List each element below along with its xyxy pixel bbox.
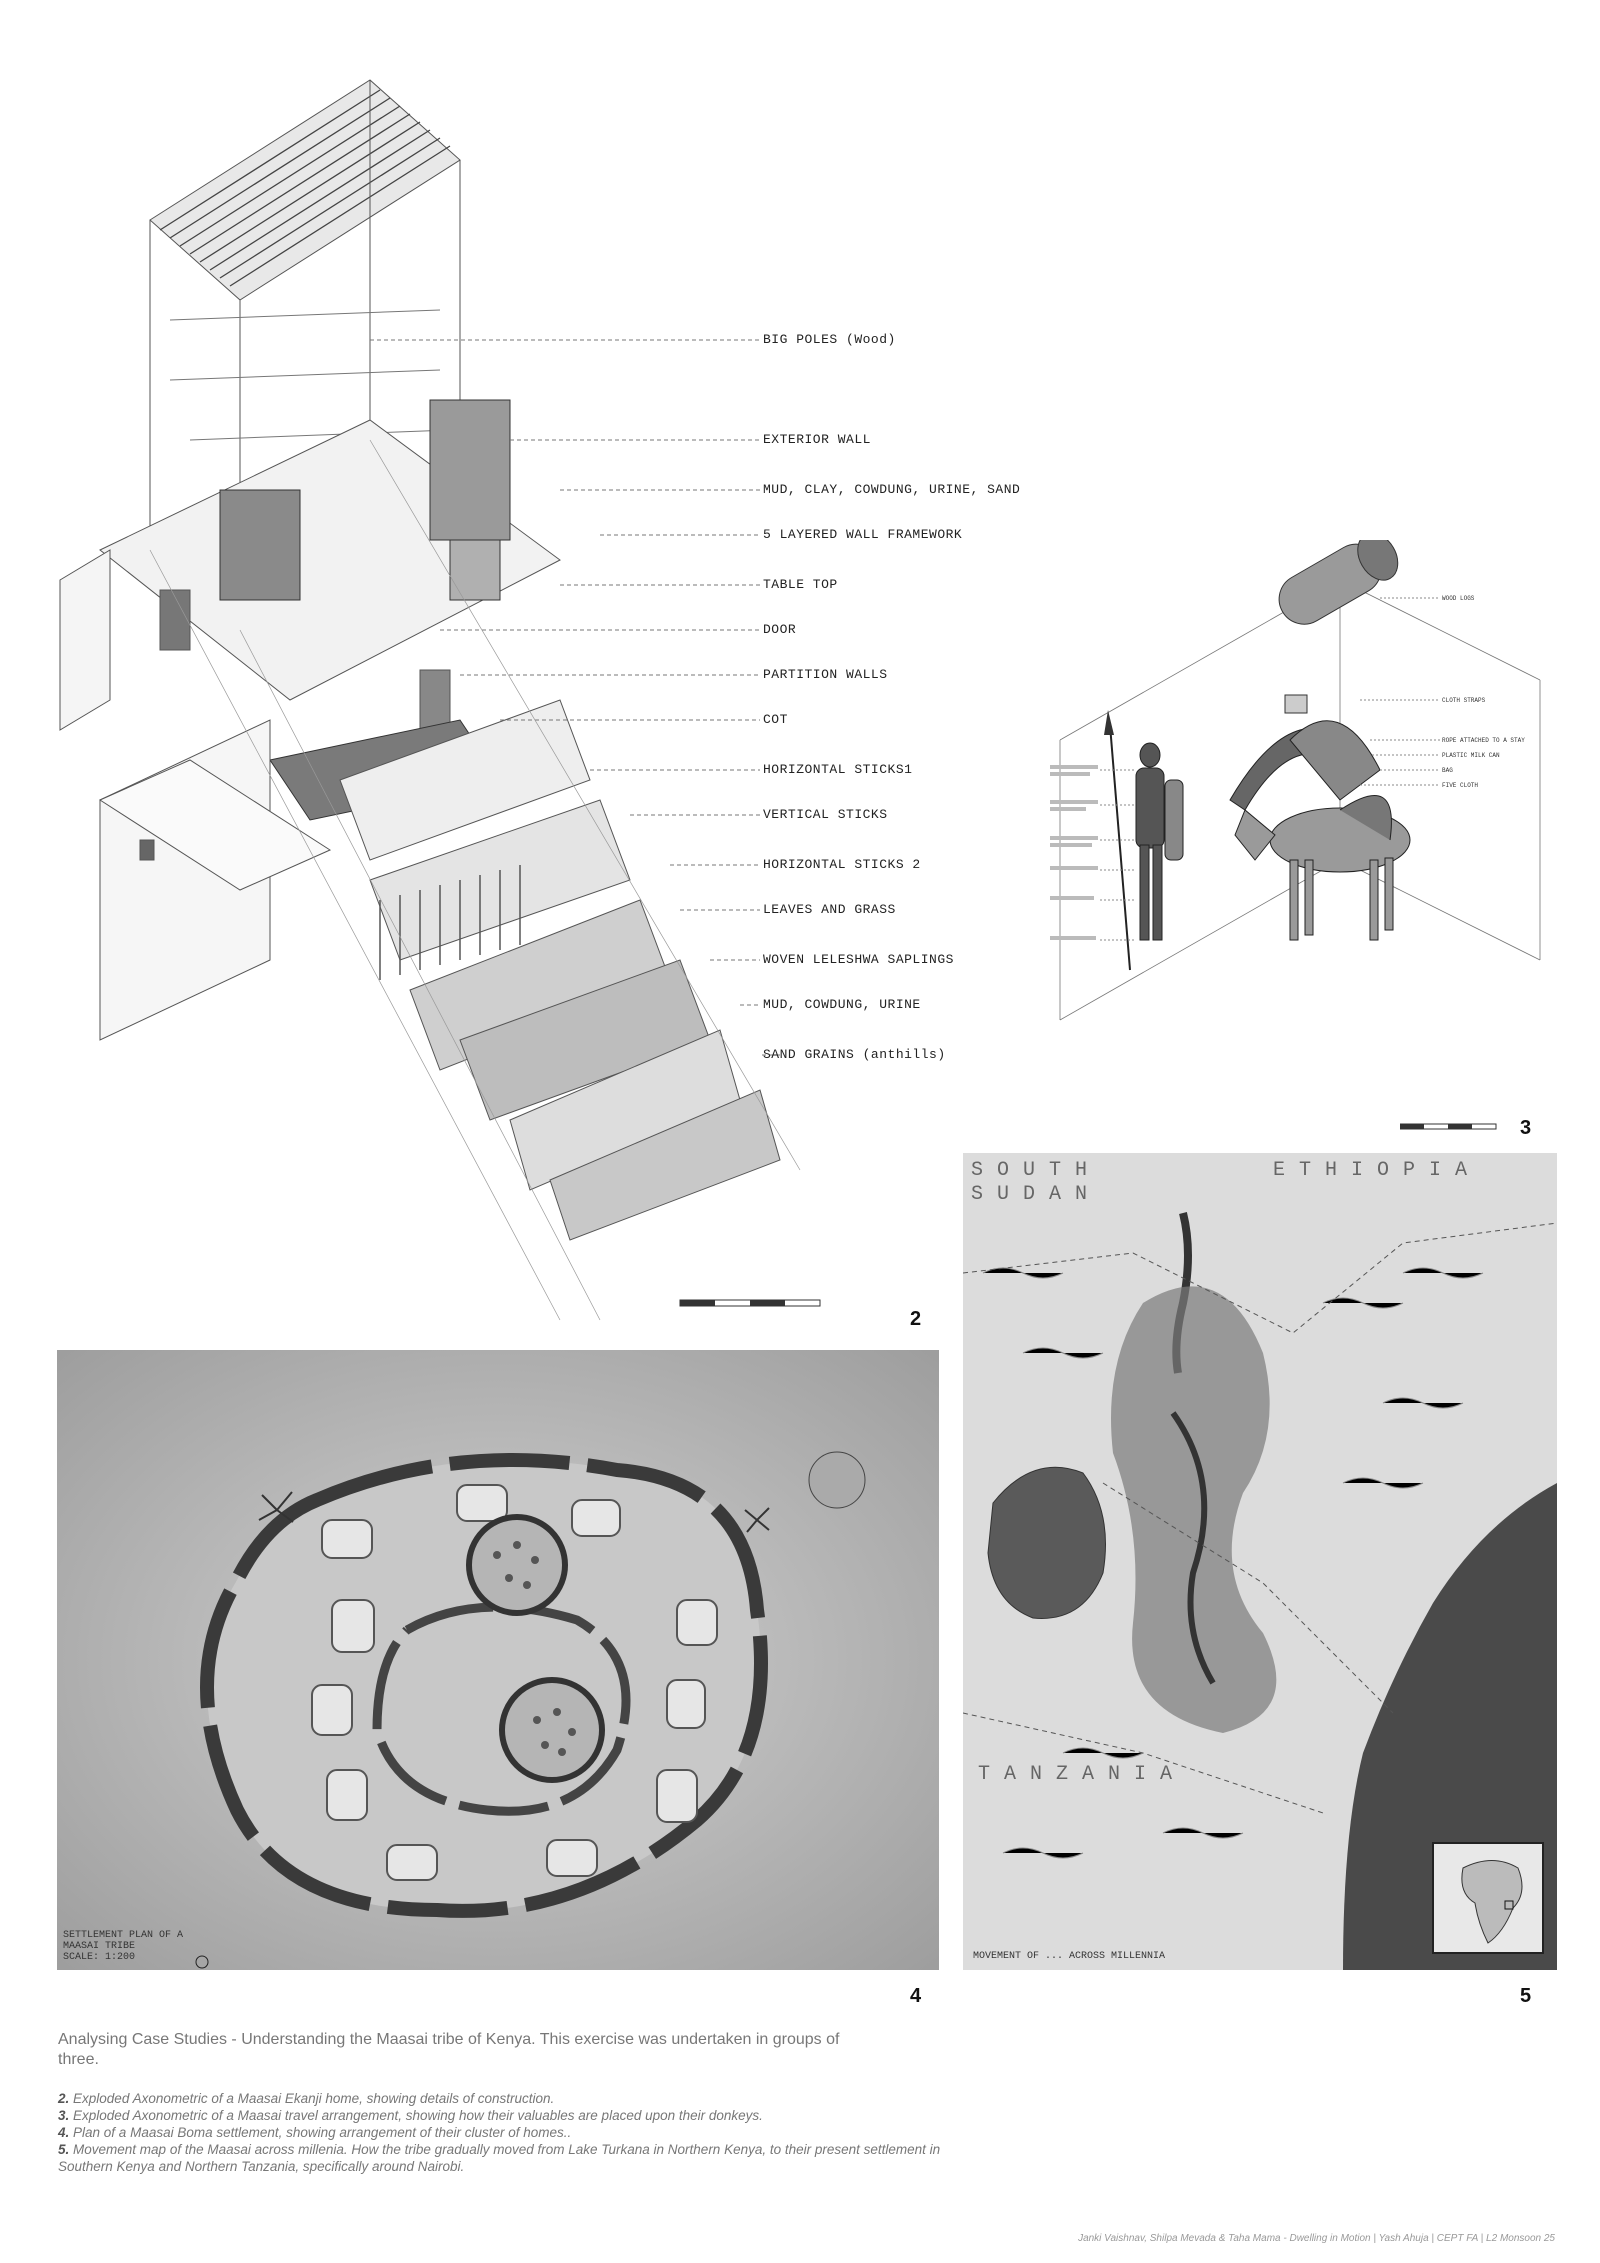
label-mud-cowdung: MUD, COWDUNG, URINE bbox=[763, 997, 921, 1012]
label-bag: BAG bbox=[1442, 767, 1453, 774]
plan-title-line-3: SCALE: 1:200 bbox=[63, 1952, 136, 1963]
label-cot: COT bbox=[763, 712, 788, 727]
settlement-drawing bbox=[57, 1350, 939, 1970]
label-rope: ROPE ATTACHED TO A STAY bbox=[1442, 737, 1525, 744]
map-title: MOVEMENT OF ... ACROSS MILLENNIA bbox=[973, 1951, 1166, 1962]
caption-list bbox=[58, 2090, 988, 2175]
label-partition-walls: PARTITION WALLS bbox=[763, 667, 888, 682]
caption-item bbox=[58, 2090, 988, 2107]
figure-3-scale-bar bbox=[1400, 1122, 1500, 1132]
caption-item bbox=[58, 2124, 988, 2141]
label-vertical-sticks: VERTICAL STICKS bbox=[763, 807, 888, 822]
figure-5-number: 5 bbox=[1520, 1985, 1532, 2007]
label-wall-framework: 5 LAYERED WALL FRAMEWORK bbox=[763, 527, 963, 542]
label-five-cloth: FIVE CLOTH bbox=[1442, 782, 1479, 789]
figure-2-axonometric bbox=[40, 20, 1020, 1340]
caption-item-text: Exploded Axonometric of a Maasai Ekanji home, showing details of construction. bbox=[73, 2091, 555, 2106]
figure-4-number: 4 bbox=[910, 1985, 922, 2007]
caption-item-num: 2. bbox=[58, 2091, 70, 2106]
caption-item-text: Exploded Axonometric of a Maasai travel arrangement, showing how their valuables are placed upon their donkeys. bbox=[73, 2108, 763, 2123]
region-label-ethiopia: ETHIOPIA bbox=[1273, 1159, 1482, 1182]
scale-bar bbox=[680, 1300, 820, 1306]
caption-item-text: Movement map of the Maasai across millenia. How the tribe gradually moved from Lake Turkana in Northern Kenya, to their present settlement in Southern Kenya and Northern Tanzania, specifically around Nairobi. bbox=[58, 2142, 941, 2174]
label-horizontal-sticks-1: HORIZONTAL STICKS1 bbox=[763, 762, 913, 777]
caption-item-text: Plan of a Maasai Boma settlement, showing arrangement of their cluster of homes.. bbox=[73, 2125, 572, 2140]
caption-item-num: 5. bbox=[58, 2142, 70, 2157]
figure-3-number: 3 bbox=[1520, 1117, 1532, 1139]
caption-item bbox=[58, 2107, 988, 2124]
plan-title bbox=[63, 1930, 183, 1963]
caption-item bbox=[58, 2141, 988, 2175]
caption-item-num: 3. bbox=[58, 2108, 70, 2123]
plan-title-line-2: MAASAI TRIBE bbox=[63, 1941, 136, 1952]
label-leaves-grass: LEAVES AND GRASS bbox=[763, 902, 896, 917]
label-cloth-straps: CLOTH STRAPS bbox=[1442, 697, 1486, 704]
caption-intro: Analysing Case Studies - Understanding the Maasai tribe of Kenya. This exercise was undertaken in groups of three. bbox=[58, 2031, 840, 2068]
label-table-top: TABLE TOP bbox=[763, 577, 838, 592]
label-horizontal-sticks-2: HORIZONTAL STICKS 2 bbox=[763, 857, 921, 872]
travel-drawing bbox=[1040, 540, 1570, 1060]
label-exterior-wall: EXTERIOR WALL bbox=[763, 432, 871, 447]
label-milk-can: PLASTIC MILK CAN bbox=[1442, 752, 1500, 759]
map-drawing bbox=[963, 1153, 1557, 1970]
region-label-tanzania: TANZANIA bbox=[978, 1763, 1187, 1786]
caption-item-num: 4. bbox=[58, 2125, 70, 2140]
figure-3-travel bbox=[1040, 540, 1570, 1060]
label-sand-grains: SAND GRAINS (anthills) bbox=[763, 1047, 946, 1062]
plan-title-line-1: SETTLEMENT PLAN OF A bbox=[63, 1930, 184, 1941]
region-label-south: SOUTH bbox=[971, 1159, 1102, 1182]
region-label-sudan: SUDAN bbox=[971, 1183, 1102, 1206]
label-big-poles: BIG POLES (Wood) bbox=[763, 332, 896, 347]
figure-5-movement-map bbox=[963, 1153, 1557, 1970]
label-wood-logs: WOOD LOGS bbox=[1442, 595, 1475, 602]
figure-2-number: 2 bbox=[910, 1308, 922, 1330]
figure-4-settlement-plan bbox=[57, 1350, 939, 1970]
label-door: DOOR bbox=[763, 622, 797, 637]
label-mud-clay: MUD, CLAY, COWDUNG, URINE, SAND bbox=[763, 482, 1021, 497]
credit-line: Janki Vaishnav, Shilpa Mevada & Taha Mama - Dwelling in Motion | Yash Ahuja | CEPT FA | L2 Monsoon 25 bbox=[1078, 2233, 1555, 2244]
label-woven-saplings: WOVEN LELESHWA SAPLINGS bbox=[763, 952, 954, 967]
